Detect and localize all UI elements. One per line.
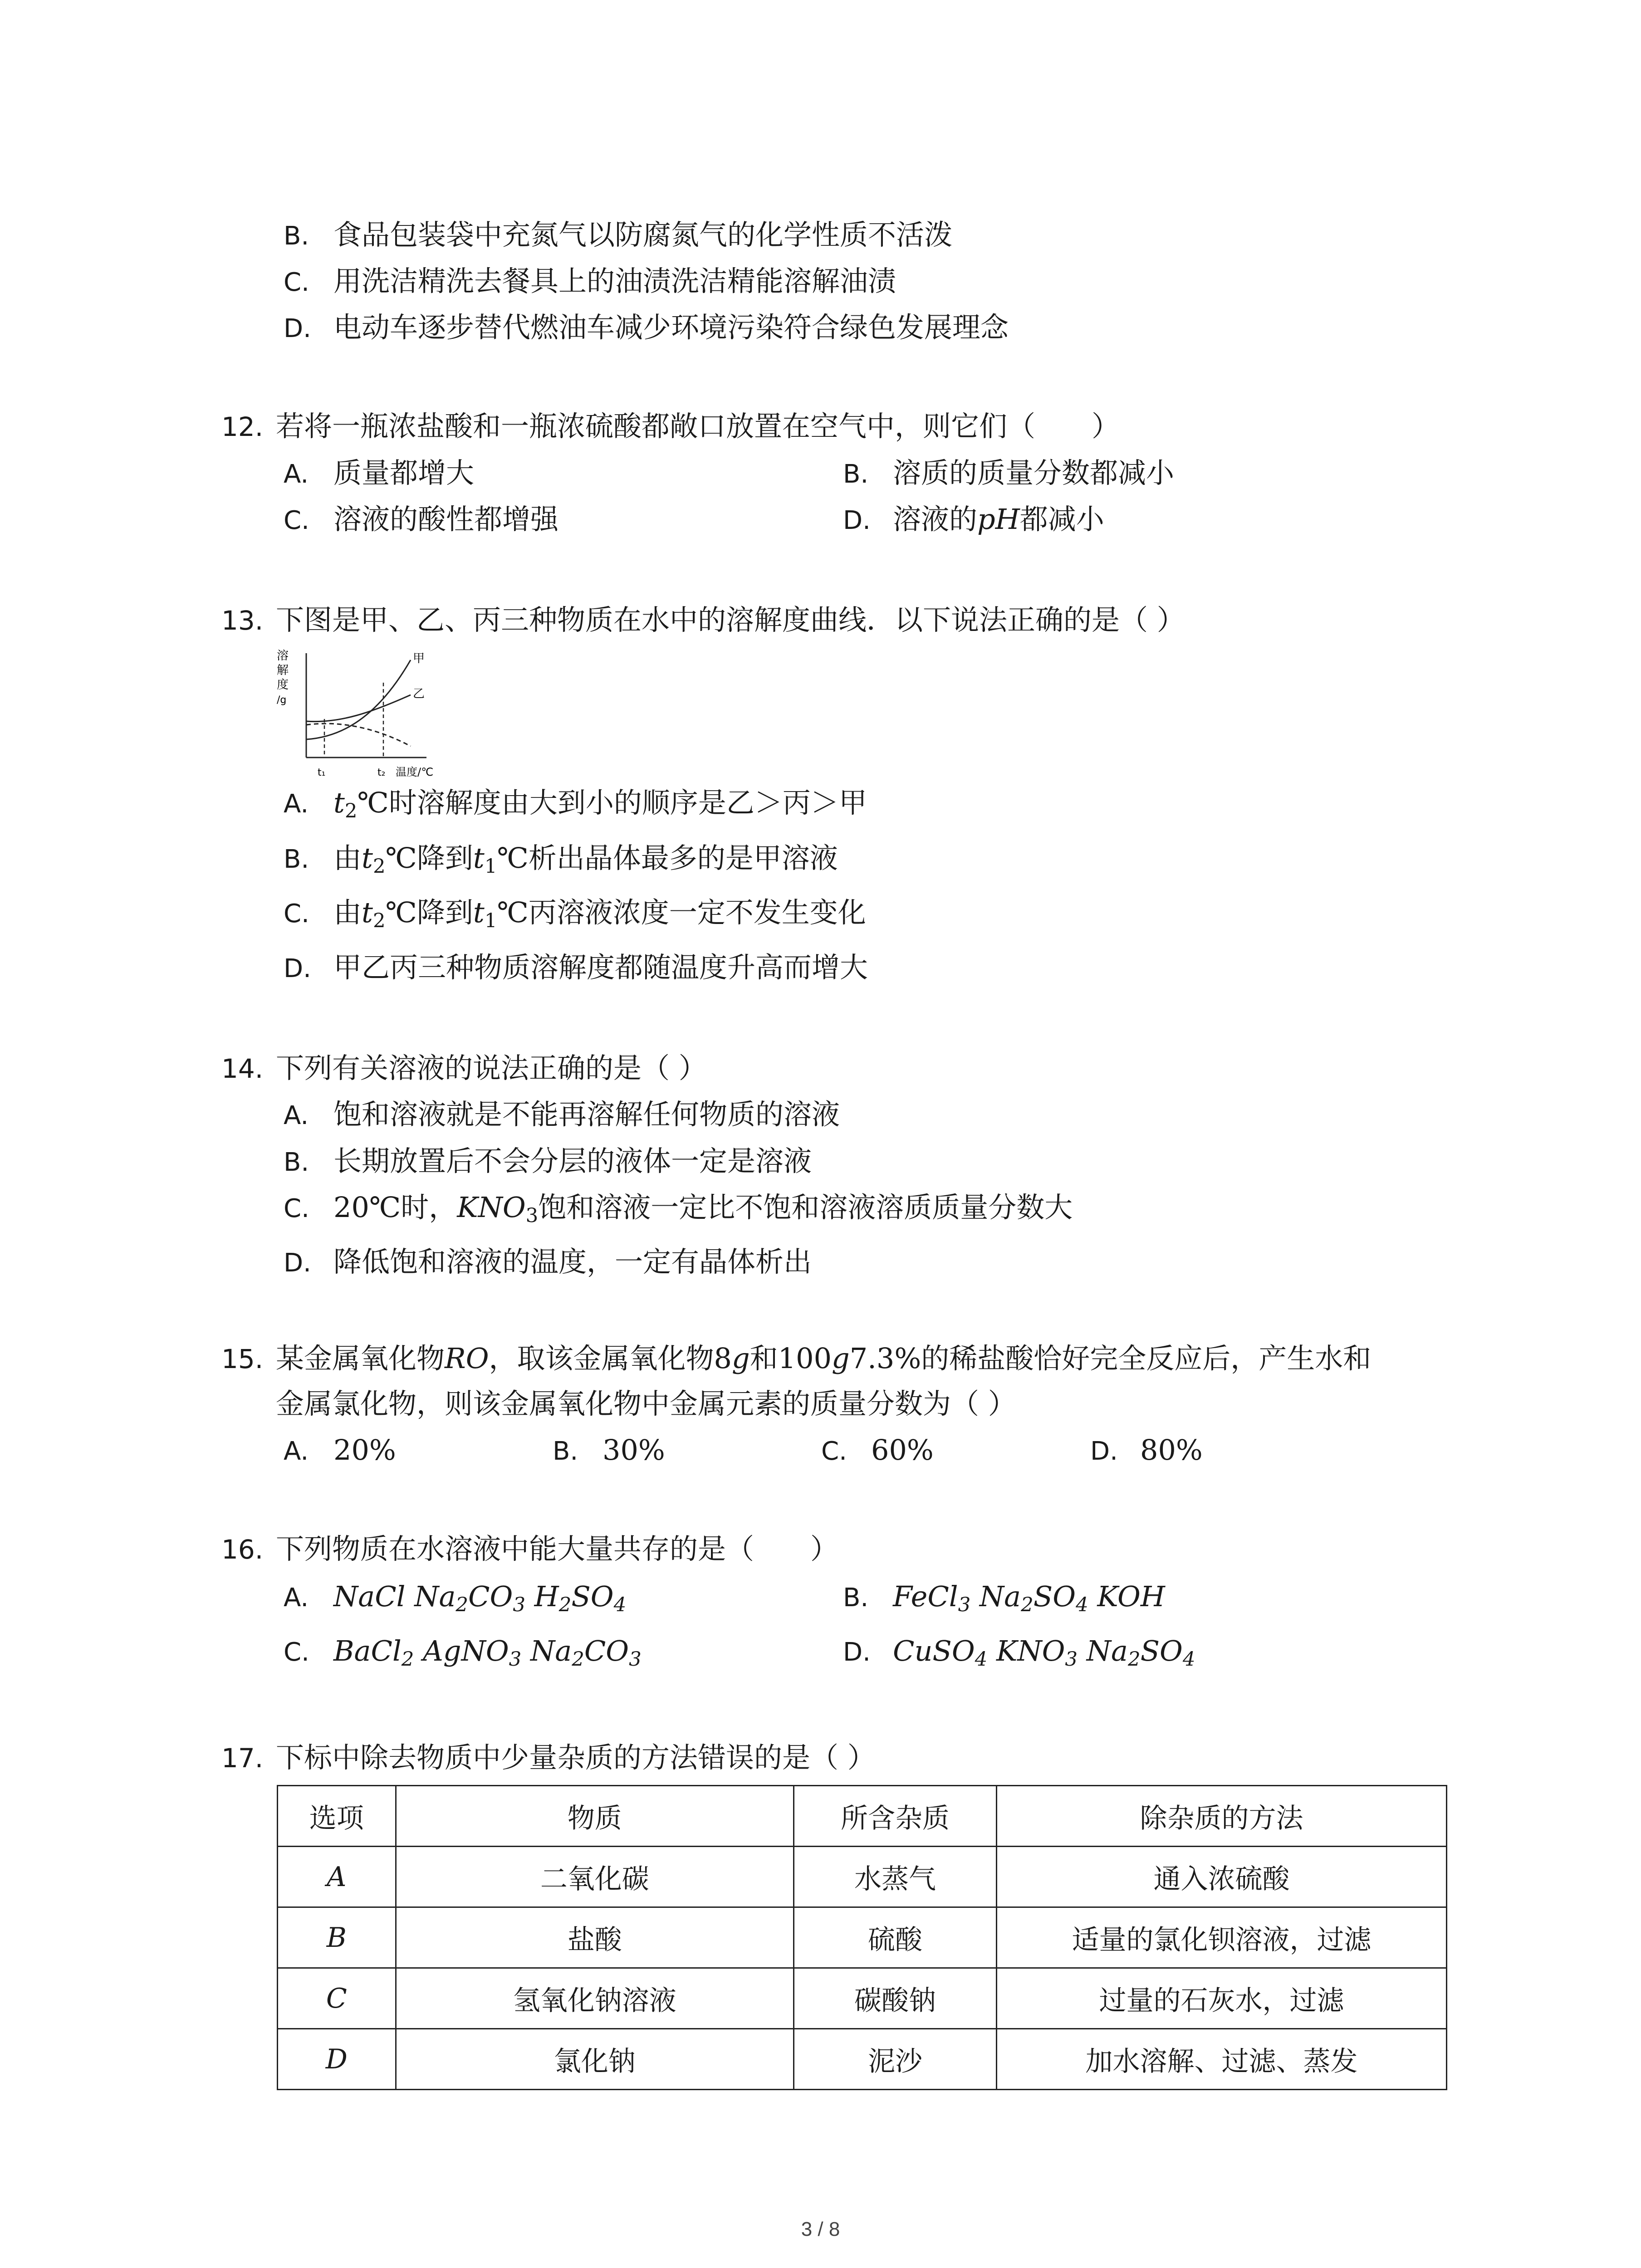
q15-option-c [821,1432,934,1470]
stem-text: 7.3%的稀盐酸恰好完全反应后，产生水和 [849,1342,1372,1375]
question-number: 14. [221,1053,264,1084]
option-text-mid: ℃降到 [385,896,473,929]
option-text: 食品包装袋中充氮气以防腐氮气的化学性质不活泼 [333,218,953,251]
cell-impurity: 泥沙 [794,2029,997,2090]
q13-option-d [284,949,868,987]
page-number: 3 / 8 [801,2218,840,2240]
ylabel-char-3: 度 [277,678,289,692]
q12-stem [221,408,1120,445]
stem-text: ，取该金属氧化物8 [489,1342,732,1375]
formula: CO [468,1580,513,1613]
solubility-curve-figure [272,644,454,785]
formula-subscript: 3 [509,1647,522,1671]
tick-t1: t₁ [318,767,326,778]
stem-text: 和100 [749,1342,832,1375]
cell-impurity: 硫酸 [794,1907,997,1968]
formula-subscript: 3 [629,1647,642,1671]
option-text-pre: 由 [333,896,362,929]
curve-bing [306,723,411,746]
formula: FeCl [893,1580,958,1613]
option-text: 甲乙丙三种物质溶解度都随温度升高而增大 [333,951,868,984]
table-header-row [278,1786,1447,1847]
option-text: 80% [1140,1433,1203,1466]
option-letter: C. [821,1437,847,1466]
t-symbol: t [473,896,485,929]
unit-g: g [832,1342,850,1375]
q13-option-a [284,785,867,822]
option-text: 饱和溶液就是不能再溶解任何物质的溶液 [333,1098,840,1131]
q16-option-a [284,1579,626,1616]
formula-subscript: 4 [975,1647,988,1671]
formula: SO [1140,1634,1183,1667]
option-text-post: 都减小 [1019,503,1104,536]
q14-option-c [284,1189,1073,1227]
q13-option-c [284,894,866,932]
cell-substance: 氯化钠 [396,2029,794,2090]
formula: BaCl [333,1634,402,1667]
table-row [278,1968,1447,2029]
option-text-mid: ℃降到 [385,841,473,875]
option-text: ℃时溶解度由大到小的顺序是乙＞丙＞甲 [357,786,867,819]
cell-method: 通入浓硫酸 [996,1847,1446,1907]
formula-subscript: 3 [513,1593,525,1616]
option-letter: B. [843,1583,869,1613]
formula-subscript: 3 [958,1593,971,1616]
label-yi: 乙 [413,687,425,701]
option-letter: A. [284,1437,309,1466]
option-letter: C. [284,1194,309,1223]
t-subscript: 2 [372,909,386,932]
option-text: 长期放置后不会分层的液体一定是溶液 [333,1144,812,1178]
q14-option-b [284,1143,812,1181]
cell-option: A [278,1847,396,1907]
t-symbol: t [362,841,373,875]
cell-method: 加水溶解、过滤、蒸发 [996,2029,1446,2090]
q11-option-d [284,309,1009,347]
t-subscript: 1 [484,909,497,932]
q14-option-a [284,1096,840,1134]
stem-text: 某金属氧化物 [276,1342,445,1375]
formula: SO [571,1580,614,1613]
formula: KNO [996,1634,1065,1667]
t-symbol: t [333,786,345,819]
q12-option-b [843,455,1174,493]
option-text: 质量都增大 [333,456,475,489]
question-text: 下标中除去物质中少量杂质的方法错误的是（ ） [276,1741,876,1774]
option-letter: A. [284,1583,309,1613]
formula: KNO [457,1191,526,1224]
formula: H [534,1580,559,1613]
q11-option-b [284,217,952,254]
cell-substance: 氢氧化钠溶液 [396,1968,794,2029]
option-text-pre: 由 [333,841,362,875]
cell-method: 适量的氯化钡溶液，过滤 [996,1907,1446,1968]
formula-subscript: 4 [1076,1593,1088,1616]
q15-stem-line2: 金属氯化物，则该金属氧化物中金属元素的质量分数为（ ） [276,1387,1016,1420]
tick-t2: t₂ [377,767,386,778]
option-text: 电动车逐步替代燃油车减少环境污染符合绿色发展理念 [333,311,1009,344]
option-text: 溶质的质量分数都减小 [893,456,1175,489]
cell-impurity: 碳酸钠 [794,1968,997,2029]
formula: AgNO [423,1634,509,1667]
formula: Na [414,1580,456,1613]
question-text: 下列有关溶液的说法正确的是（ ） [276,1051,707,1085]
option-letter: D. [284,314,311,343]
formula: Na [530,1634,572,1667]
cell-substance: 盐酸 [396,1907,794,1968]
impurity-removal-table [277,1785,1447,2090]
header-impurity: 所含杂质 [794,1786,997,1847]
q15-option-d [1090,1432,1203,1470]
cell-impurity: 水蒸气 [794,1847,997,1907]
option-text-pre: 溶液的 [893,503,978,536]
formula: Na [979,1580,1021,1613]
q16-option-c [284,1633,642,1671]
option-letter: D. [843,1637,871,1667]
q12-option-c [284,501,558,539]
formula-subscript: 2 [1127,1647,1141,1671]
cell-method: 过量的石灰水，过滤 [996,1968,1446,2029]
q16-option-b [843,1579,1165,1616]
t-symbol: t [362,896,373,929]
option-text-pre: 20℃时， [333,1191,457,1224]
q11-option-c [284,263,896,301]
option-letter: B. [553,1437,578,1466]
question-text: 下列物质在水溶液中能大量共存的是（ ） [276,1532,839,1565]
table-row [278,1907,1447,1968]
q14-stem [221,1050,707,1087]
formula-subscript: 2 [456,1593,469,1616]
option-text: 溶液的酸性都增强 [333,503,559,536]
option-letter: B. [284,845,309,874]
q13-option-b [284,840,838,878]
question-number: 12. [221,411,264,442]
q16-option-d [843,1633,1195,1671]
option-letter: A. [284,1101,309,1130]
table-row [278,2029,1447,2090]
option-letter: B. [284,221,309,251]
header-option: 选项 [278,1786,396,1847]
t-subscript: 2 [344,799,358,822]
formula-subscript: 3 [525,1204,539,1227]
q12-option-a [284,455,474,493]
formula-subscript: 3 [1065,1647,1078,1671]
option-text: 60% [871,1433,934,1466]
t-symbol: t [473,841,485,875]
q15-option-a [284,1432,396,1470]
formula: SO [1033,1580,1076,1613]
option-letter: B. [843,459,869,489]
t-subscript: 1 [484,855,497,878]
header-method: 除杂质的方法 [996,1786,1446,1847]
option-text-post: ℃析出晶体最多的是甲溶液 [497,841,838,875]
option-letter: D. [1090,1437,1118,1466]
q15-option-b [553,1432,665,1470]
option-text: 30% [603,1433,665,1466]
q15-stem-line1 [221,1340,1371,1377]
formula: Na [1086,1634,1128,1667]
option-letter: D. [843,506,871,535]
formula-subscript: 2 [401,1647,414,1671]
ylabel-char-2: 解 [277,664,289,677]
question-number: 17. [221,1743,264,1774]
q17-stem [221,1740,876,1776]
ylabel-unit: /g [277,694,287,706]
option-letter: A. [284,789,309,819]
question-text: 若将一瓶浓盐酸和一瓶浓硫酸都敞口放置在空气中，则它们（ ） [276,410,1120,443]
question-number: 16. [221,1534,264,1565]
q13-stem [221,602,1185,639]
option-text-post: ℃丙溶液浓度一定不发生变化 [497,896,866,929]
q14-option-d [284,1244,812,1281]
cell-option: C [278,1968,396,2029]
cell-option: B [278,1907,396,1968]
option-letter: B. [284,1148,309,1177]
option-text: 20% [333,1433,396,1466]
cell-substance: 二氧化碳 [396,1847,794,1907]
t-subscript: 2 [372,855,386,878]
option-letter: C. [284,506,309,535]
option-letter: D. [284,954,311,983]
xlabel: 温度/℃ [396,766,434,778]
formula-subscript: 2 [572,1647,584,1671]
question-number: 13. [221,605,264,636]
formula: CO [584,1634,629,1667]
formula: CuSO [893,1634,975,1667]
option-letter: D. [284,1248,311,1278]
formula-subscript: 2 [558,1593,572,1616]
formula: KOH [1097,1580,1165,1613]
option-text-post: 饱和溶液一定比不饱和溶液溶质质量分数大 [538,1191,1073,1224]
curve-yi [306,695,411,722]
ylabel-char-1: 溶 [277,649,289,663]
q12-option-d [843,501,1104,539]
question-number: 15. [221,1344,264,1374]
formula-ro: RO [445,1342,489,1375]
option-letter: C. [284,899,309,929]
unit-g: g [731,1342,750,1375]
formula: NaCl [333,1580,406,1613]
option-letter: C. [284,268,309,297]
option-letter: A. [284,459,309,489]
cell-option: D [278,2029,396,2090]
q16-stem [221,1531,838,1568]
formula-subscript: 2 [1021,1593,1034,1616]
curve-jia [306,660,411,739]
question-text: 下图是甲、乙、丙三种物质在水中的溶解度曲线．以下说法正确的是（ ） [276,603,1185,636]
option-letter: C. [284,1637,309,1667]
label-jia: 甲 [413,652,425,665]
formula-subscript: 4 [1182,1647,1195,1671]
header-substance: 物质 [396,1786,794,1847]
formula-subscript: 4 [613,1593,627,1616]
option-text: 降低饱和溶液的温度，一定有晶体析出 [333,1245,812,1278]
option-text: 用洗洁精洗去餐具上的油渍洗洁精能溶解油渍 [333,264,896,298]
ph-symbol: pH [977,503,1020,536]
table-row [278,1847,1447,1907]
